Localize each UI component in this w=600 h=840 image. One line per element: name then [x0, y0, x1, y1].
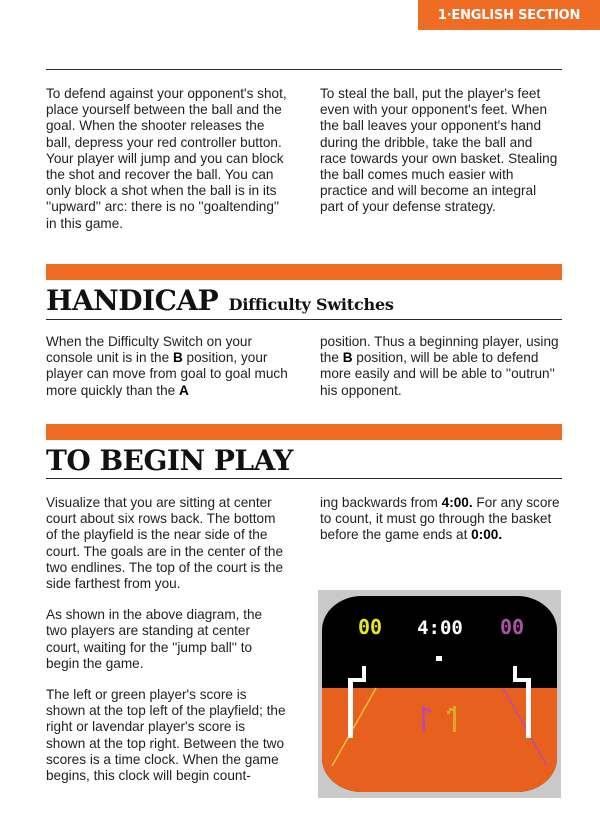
game-screen [322, 596, 557, 792]
begin-right-column [320, 495, 562, 559]
handicap-right-column [320, 334, 562, 414]
begin-rule [46, 478, 562, 479]
begin-para-3: The left or green player's score is shown at the top left of the playfield; the right or lavendar player's score is shown at the top right. Between the two scores is a time clock. When the game begins, this clock will begin count- [46, 687, 286, 784]
handicap-title: HANDICAP [46, 284, 219, 317]
defense-right-column [320, 86, 562, 231]
handicap-left-b: B [172, 350, 183, 366]
ball [436, 656, 442, 661]
begin-left-column [46, 495, 286, 799]
begin-title: TO BEGIN PLAY [46, 444, 293, 477]
left-goal-post [348, 678, 353, 738]
handicap-right-text-2: position, will be able to defend more easily and will be able to ''outrun'' his opponent. [320, 350, 555, 398]
game-screen-frame [318, 590, 561, 798]
left-goal-hook [362, 666, 366, 682]
section-label: 1·ENGLISH SECTION [437, 7, 581, 23]
defense-right-text: To steal the ball, put the player's feet even with your opponent's feet. When the ball leaves your opponent's hand during the dribble, take the ball and race towards your own basket. Stealing the ball comes much easier with practice and will become an integral part of your defense strategy. [320, 86, 558, 215]
begin-heading [46, 446, 293, 476]
right-goal-hook [513, 666, 517, 682]
court-floor [322, 688, 557, 792]
handicap-right-text-1: position. Thus a beginning player, using the [320, 334, 559, 366]
handicap-orange-band [46, 264, 562, 280]
handicap-left-column [46, 334, 290, 414]
game-clock: 4:00 [417, 617, 463, 639]
handicap-right-b: B [342, 350, 353, 366]
begin-right-time-start: 4:00. [441, 495, 473, 510]
handicap-rule [46, 319, 562, 320]
top-rule [46, 69, 562, 70]
begin-para-2: As shown in the above diagram, the two players are standing at center court, waiting for the ''jump ball'' to begin the game. [46, 607, 263, 671]
right-goal-post [526, 678, 531, 738]
begin-orange-band [46, 424, 562, 440]
handicap-subtitle: Difficulty Switches [228, 295, 394, 314]
begin-para-1: Visualize that you are sitting at center court about six rows back. The bottom of the playfield is the near side of the court. The goals are in the center of the two endlines. The top of the court is the side farthest from you. [46, 495, 284, 592]
begin-right-time-end: 0:00. [471, 527, 503, 543]
section-tab [418, 0, 600, 30]
defense-left-text: To defend against your opponent's shot, place yourself between the ball and the goal. When the shooter releases the ball, depress your red controller button. Your player will jump and you can block the shot and recover the ball. You can only block a shot when the ball is in its ''upward'' arc: there is no ''goaltending'' in this game. [46, 86, 287, 231]
handicap-left-text-2: position, your player can move from goal to goal much more quickly than the [46, 350, 288, 398]
right-score: 00 [499, 615, 525, 639]
handicap-left-text-1: When the Difficulty Switch on your console unit is in the [46, 334, 253, 366]
handicap-left-a: A [178, 382, 189, 398]
game-screen-svg [322, 596, 557, 792]
defense-left-column [46, 86, 288, 247]
left-score: 00 [357, 615, 383, 639]
begin-right-text-1: ing backwards from [320, 495, 442, 510]
handicap-heading [46, 286, 394, 316]
begin-right-text-2: For any score to count, it must go through the basket before the game ends at [320, 495, 560, 543]
